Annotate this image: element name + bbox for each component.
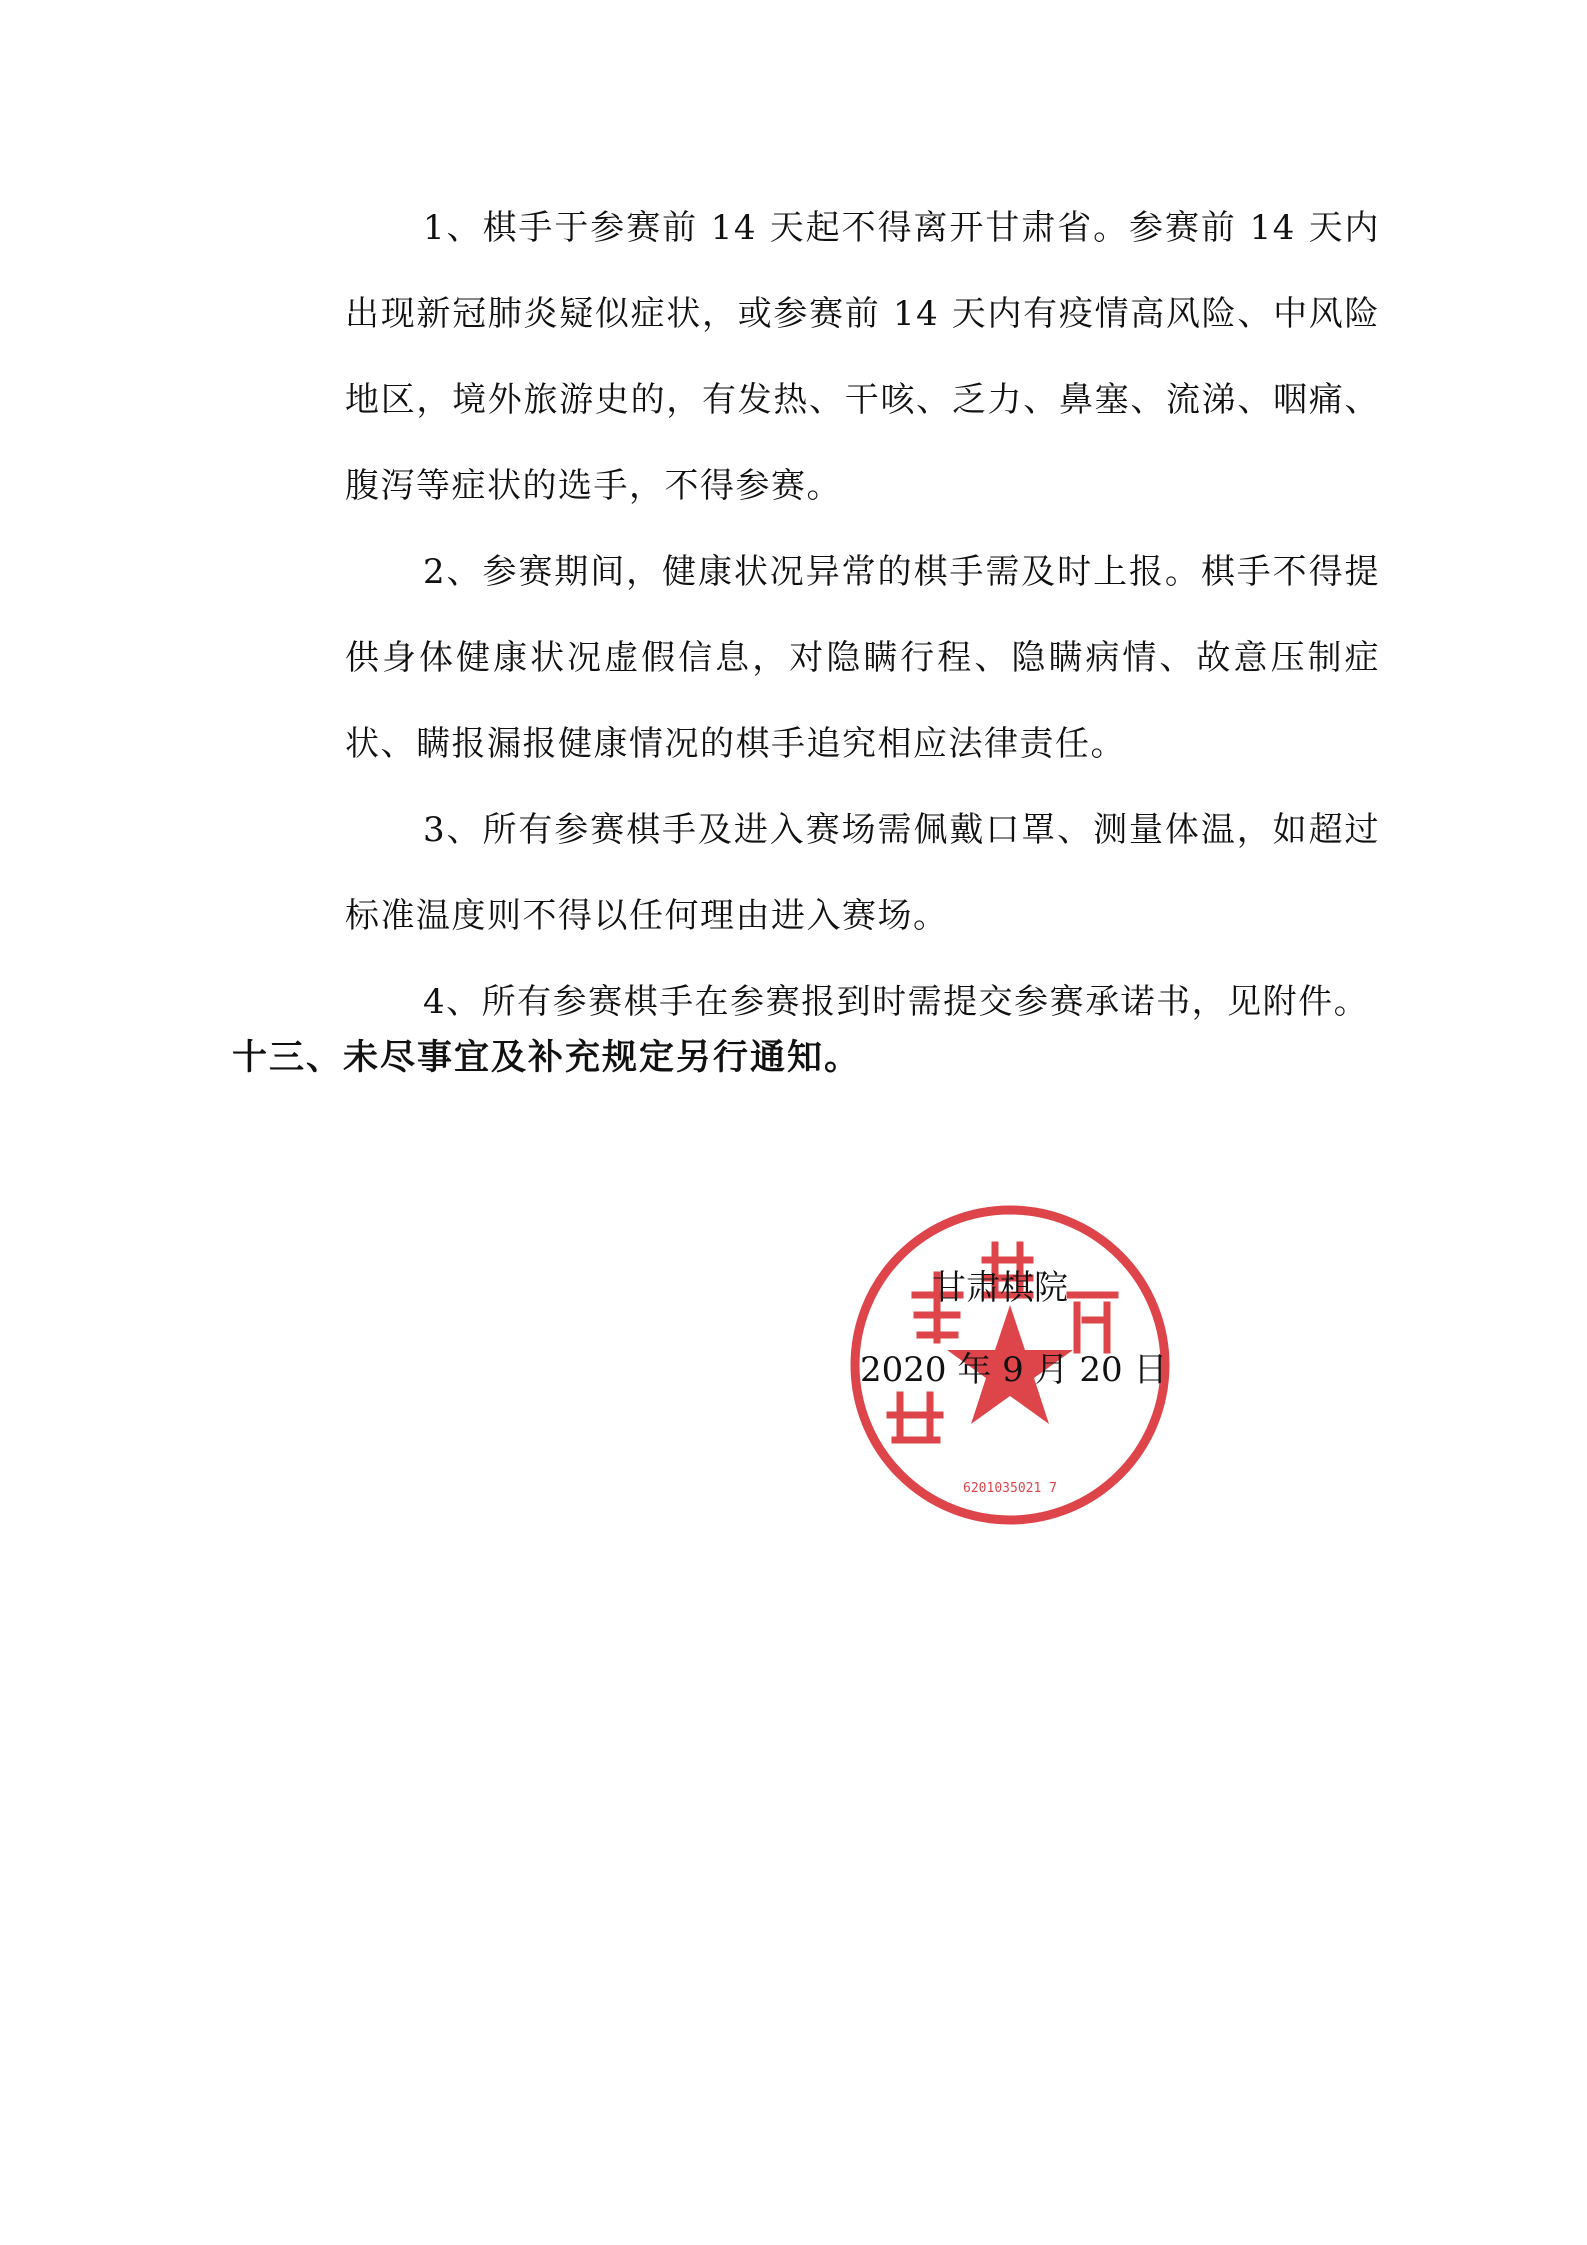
- signature-organization: 甘肃棋院: [932, 1268, 1068, 1308]
- signature-date: 2020 年 9 月 20 日: [860, 1350, 1168, 1390]
- paragraph-3: 3、所有参赛棋手及进入赛场需佩戴口罩、测量体温，如超过标准温度则不得以任何理由进入赛场。: [345, 810, 1380, 936]
- seal-serial: 6201035021 7: [963, 1481, 1057, 1496]
- paragraph-1: 1、棋手于参赛前 14 天起不得离开甘肃省。参赛前 14 天内出现新冠肺炎疑似症状，或参赛前 14 天内有疫情高风险、中风险地区，境外旅游史的，有发热、干咳、乏力、鼻塞、流涕、咽痛、腹泻等症状的选手，不得参赛。: [345, 208, 1380, 506]
- paragraph-4: 4、所有参赛棋手在参赛报到时需提交参赛承诺书，见附件。: [423, 982, 1370, 1022]
- body-text: [345, 185, 1380, 1045]
- paragraph-2: 2、参赛期间，健康状况异常的棋手需及时上报。棋手不得提供身体健康状况虚假信息，对隐瞒行程、隐瞒病情、故意压制症状、瞒报漏报健康情况的棋手追究相应法律责任。: [345, 552, 1380, 764]
- section-heading: 十三、未尽事宜及补充规定另行通知。: [232, 1038, 862, 1078]
